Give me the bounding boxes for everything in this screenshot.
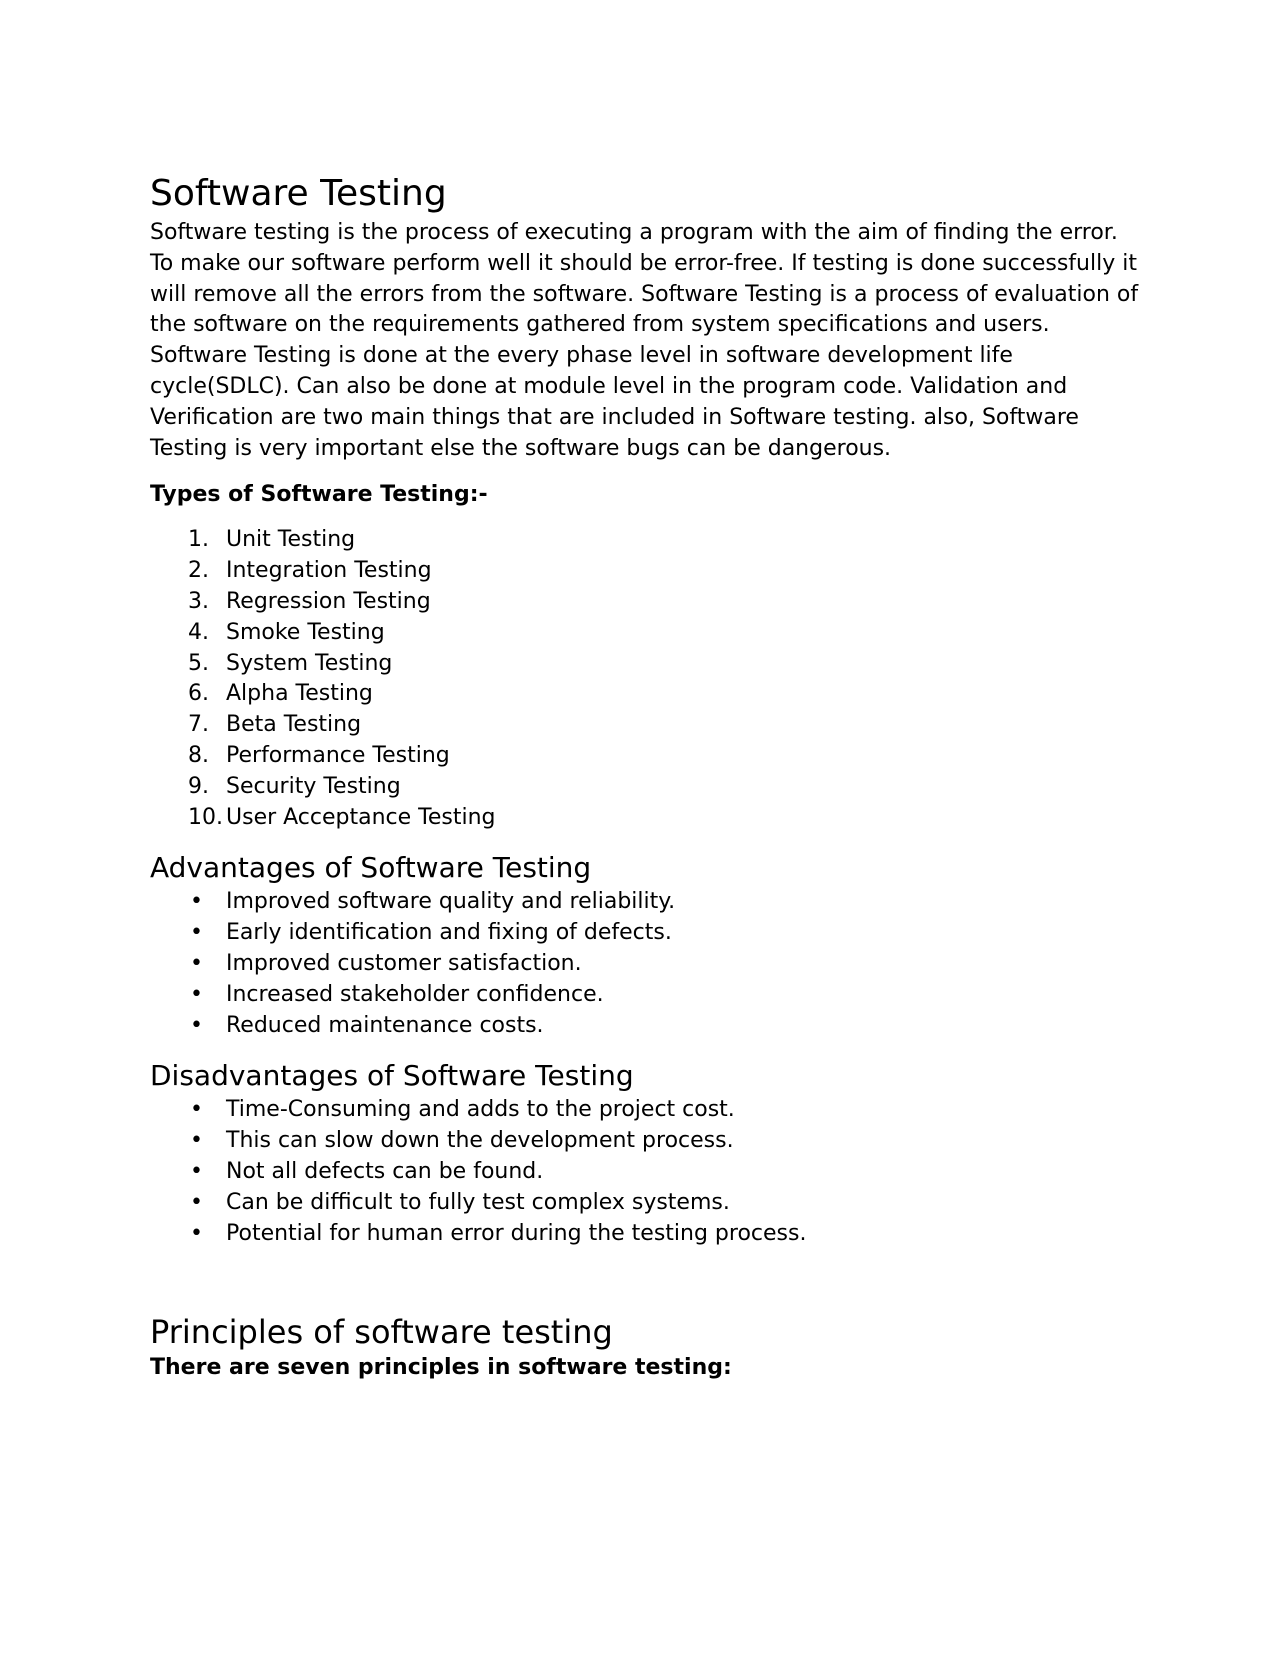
bullet-icon: •: [190, 1220, 203, 1246]
list-number: 1.: [188, 527, 209, 553]
list-item: [150, 710, 1140, 741]
bullet-icon: •: [190, 1097, 203, 1123]
list-number: 3.: [188, 588, 209, 614]
page-title: Software Testing: [150, 173, 447, 214]
bullet-icon: •: [190, 1189, 203, 1215]
list-item-label: Beta Testing: [226, 712, 362, 738]
principles-heading: Principles of software testing: [150, 1313, 613, 1352]
list-item-label: Security Testing: [226, 773, 401, 799]
bullet-icon: •: [190, 889, 203, 915]
list-item: [150, 649, 1140, 680]
list-item-label: Potential for human error during the testing process.: [226, 1220, 807, 1246]
bullet-icon: •: [190, 1128, 203, 1154]
list-number: 7.: [188, 712, 209, 738]
list-item-label: Integration Testing: [226, 558, 432, 584]
bullet-icon: •: [190, 1158, 203, 1184]
advantages-list: [150, 887, 1140, 1041]
list-item: [150, 1157, 1140, 1188]
types-heading: Types of Software Testing:-: [150, 482, 488, 508]
list-item: [150, 679, 1140, 710]
list-item: [150, 980, 1140, 1011]
types-list: [150, 525, 1140, 833]
list-item: [150, 887, 1140, 918]
advantages-heading: Advantages of Software Testing: [150, 851, 592, 885]
list-item-label: Improved software quality and reliability.: [226, 889, 676, 915]
list-item-label: Early identification and fixing of defects.: [226, 920, 672, 946]
list-item-label: Regression Testing: [226, 588, 431, 614]
disadvantages-heading: Disadvantages of Software Testing: [150, 1059, 634, 1093]
list-item-label: Smoke Testing: [226, 619, 385, 645]
list-item-label: Time-Consuming and adds to the project cost.: [226, 1097, 735, 1123]
list-item: [150, 1219, 1140, 1250]
list-item-label: Increased stakeholder confidence.: [226, 981, 604, 1007]
bullet-icon: •: [190, 920, 203, 946]
list-number: 5.: [188, 650, 209, 676]
list-item-label: Reduced maintenance costs.: [226, 1012, 544, 1038]
list-item-label: Can be difficult to fully test complex systems.: [226, 1189, 730, 1215]
disadvantages-list: [150, 1095, 1140, 1249]
bullet-icon: •: [190, 1012, 203, 1038]
list-item: [150, 803, 1140, 834]
list-item: [150, 525, 1140, 556]
list-number: 10.: [188, 804, 223, 830]
list-item-label: User Acceptance Testing: [226, 804, 496, 830]
list-item: [150, 618, 1140, 649]
bullet-icon: •: [190, 950, 203, 976]
list-item-label: Not all defects can be found.: [226, 1158, 544, 1184]
list-item-label: System Testing: [226, 650, 393, 676]
intro-paragraph: Software testing is the process of executing a program with the aim of finding the error. To make our software perform well it should be error-free. If testing is done successfully it will remove all the errors from the software. Software Testing is a process of evaluation of the software on the requirements gathered from system specifications and users. Software Testing is done at the every phase level in software development life cycle(SDLC). Can also be done at module level in the program code. Validation and Verification are two main things that are included in Software testing. also, Software Testing is very important else the software bugs can be dangerous.: [150, 220, 1139, 461]
list-item: [150, 1095, 1140, 1126]
list-item: [150, 741, 1140, 772]
list-item: [150, 949, 1140, 980]
list-number: 6.: [188, 681, 209, 707]
list-item: [150, 556, 1140, 587]
list-item-label: Alpha Testing: [226, 681, 373, 707]
list-item: [150, 772, 1140, 803]
list-number: 4.: [188, 619, 209, 645]
list-item: [150, 1126, 1140, 1157]
list-item-label: Unit Testing: [226, 527, 356, 553]
list-item: [150, 1011, 1140, 1042]
list-number: 2.: [188, 558, 209, 584]
list-item: [150, 918, 1140, 949]
principles-subheading: There are seven principles in software testing:: [150, 1355, 732, 1381]
list-item-label: Performance Testing: [226, 742, 450, 768]
list-item: [150, 587, 1140, 618]
list-item-label: Improved customer satisfaction.: [226, 950, 582, 976]
list-number: 9.: [188, 773, 209, 799]
list-item-label: This can slow down the development process.: [226, 1128, 734, 1154]
document-page: [150, 170, 1140, 1383]
bullet-icon: •: [190, 981, 203, 1007]
list-number: 8.: [188, 742, 209, 768]
list-item: [150, 1188, 1140, 1219]
